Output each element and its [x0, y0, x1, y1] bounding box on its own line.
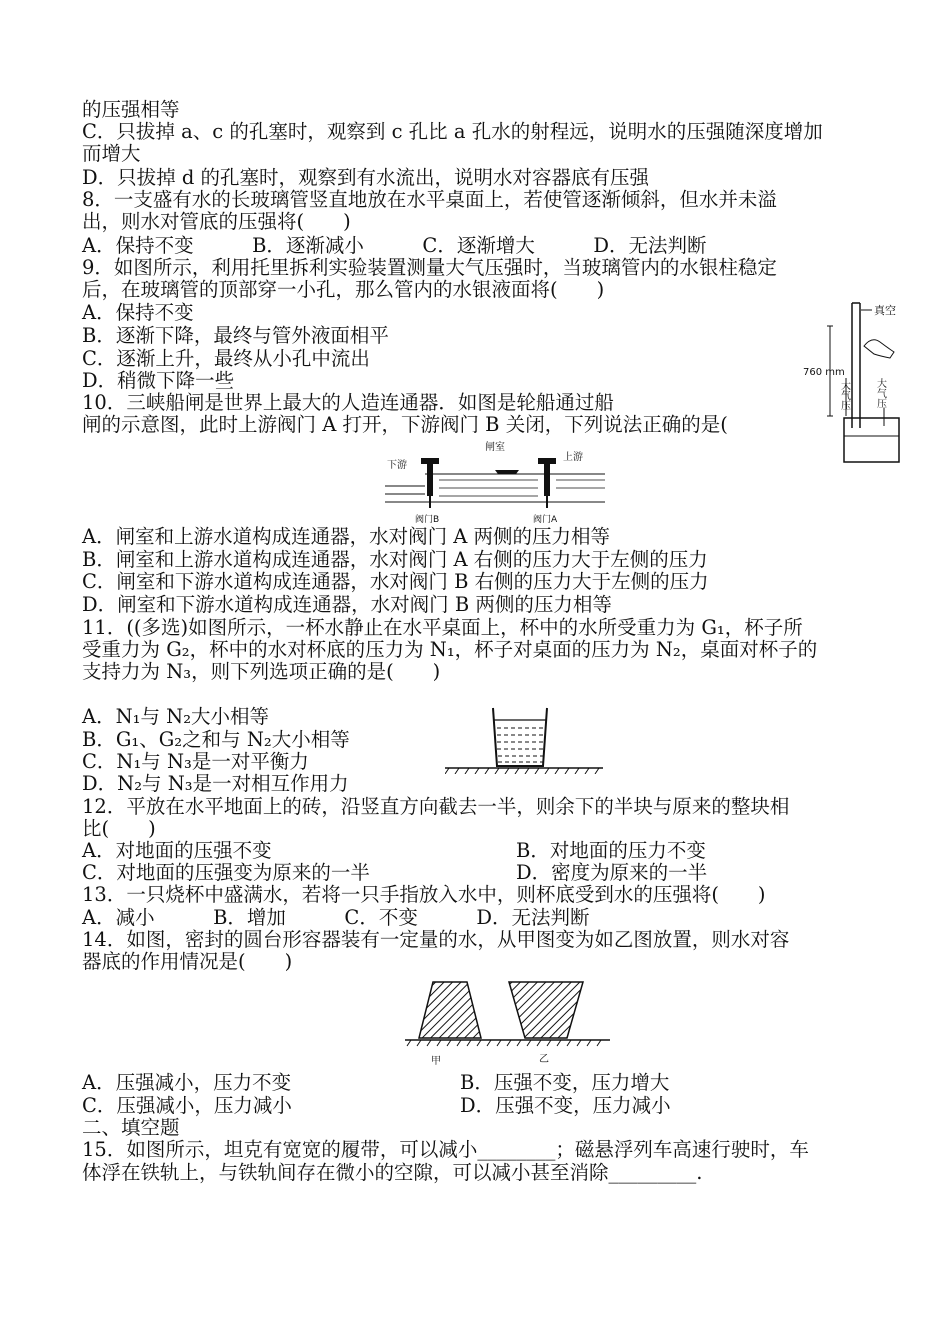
cup-figure: [445, 704, 605, 774]
q9-option-b: B．逐渐下降，最终与管外液面相平: [82, 324, 389, 347]
q12-stem: 12．平放在水平地面上的砖，沿竖直方向截去一半，则余下的半块与原来的整块相: [82, 795, 790, 818]
downstream-label: 下游: [387, 460, 407, 471]
q12-option-d: D．密度为原来的一半: [516, 861, 708, 884]
q14-option-d: D．压强不变，压力减小: [460, 1094, 671, 1117]
q14-option-c: C．压强减小，压力减小: [82, 1094, 292, 1117]
q10-option-a: A．闸室和上游水道构成连通器，水对阀门 A 两侧的压力相等: [82, 525, 611, 548]
finger-icon: [864, 340, 894, 358]
q8-stem: 出，则水对管底的压强将( ): [82, 210, 351, 233]
q9-option-c: C．逐渐上升，最终从小孔中流出: [82, 347, 370, 370]
q14-option-b: B．压强不变，压力增大: [460, 1071, 670, 1094]
jia-label: 甲: [431, 1056, 441, 1067]
yi-label: 乙: [539, 1054, 549, 1065]
q11-stem: 支持力为 N₃，则下列选项正确的是( ): [82, 660, 441, 683]
q15-stem: 体浮在铁轨上，与铁轨间存在微小的空隙，可以减小甚至消除_________.: [82, 1161, 703, 1184]
container-jia: [419, 982, 481, 1038]
torricelli-figure: [800, 298, 910, 468]
q8-options: A．保持不变 B．逐渐减小 C．逐渐增大 D．无法判断: [82, 234, 707, 257]
q12-option-c: C．对地面的压强变为原来的一半: [82, 861, 370, 884]
atm-label-right: 大气压: [874, 378, 886, 408]
q9-stem: 后，在玻璃管的顶部穿一小孔，那么管内的水银液面将( ): [82, 278, 605, 301]
text-line: C．只拔掉 a、c 的孔塞时，观察到 c 孔比 a 孔水的射程远，说明水的压强随深度增加: [82, 120, 823, 143]
text-line: 的压强相等: [82, 98, 180, 121]
valve-b-label: 阀门B: [415, 515, 440, 525]
q12-option-b: B．对地面的压力不变: [516, 839, 706, 862]
text-line: D．只拔掉 d 的孔塞时，观察到有水流出，说明水对容器底有压强: [82, 166, 650, 189]
q14-option-a: A．压强减小，压力不变: [82, 1071, 292, 1094]
q11-stem: 11．((多选)如图所示，一杯水静止在水平桌面上，杯中的水所受重力为 G₁，杯子所: [82, 616, 803, 639]
q11-option-a: A．N₁与 N₂大小相等: [82, 705, 270, 728]
section-heading: 二、填空题: [82, 1116, 180, 1139]
q11-option-b: B．G₁、G₂之和与 N₂大小相等: [82, 728, 350, 751]
q14-stem: 器底的作用情况是( ): [82, 950, 293, 973]
q10-option-d: D．闸室和下游水道构成连通器，水对阀门 B 两侧的压力相等: [82, 593, 612, 616]
q11-stem: 受重力为 G₂，杯中的水对杯底的压力为 N₁，杯子对桌面的压力为 N₂，桌面对杯子的: [82, 638, 818, 661]
q15-stem: 15．如图所示，坦克有宽宽的履带，可以减小________；磁悬浮列车高速行驶时，车: [82, 1138, 809, 1161]
q10-option-c: C．闸室和下游水道构成连通器，水对阀门 B 右侧的压力大于左侧的压力: [82, 570, 709, 593]
ship-lock-figure: [385, 438, 605, 528]
q10-stem: 闸的示意图，此时上游阀门 A 打开，下游阀门 B 关闭，下列说法正确的是(: [82, 413, 728, 436]
q14-stem: 14．如图，密封的圆台形容器装有一定量的水，从甲图变为如乙图放置，则水对容: [82, 928, 790, 951]
frustum-figure: [405, 978, 615, 1068]
ship-icon: [495, 470, 519, 474]
q11-option-d: D．N₂与 N₃是一对相互作用力: [82, 772, 349, 795]
chamber-label: 闸室: [485, 442, 505, 453]
q10-option-b: B．闸室和上游水道构成连通器，水对阀门 A 右侧的压力大于左侧的压力: [82, 548, 708, 571]
container-yi: [509, 982, 583, 1038]
atm-label-left: 大气压: [838, 380, 850, 410]
text-line: 而增大: [82, 142, 141, 165]
q9-option-d: D．稍微下降一些: [82, 369, 235, 392]
q11-option-c: C．N₁与 N₃是一对平衡力: [82, 750, 309, 773]
height-label: 760 mm: [803, 367, 845, 378]
q13-stem: 13．一只烧杯中盛满水，若将一只手指放入水中，则杯底受到水的压强将( ): [82, 883, 766, 906]
q9-stem: 9．如图所示，利用托里拆利实验装置测量大气压强时，当玻璃管内的水银柱稳定: [82, 256, 777, 279]
upstream-label: 上游: [563, 452, 583, 463]
q8-stem: 8．一支盛有水的长玻璃管竖直地放在水平桌面上，若使管逐渐倾斜，但水并未溢: [82, 188, 777, 211]
q13-options: A．减小 B．增加 C．不变 D．无法判断: [82, 906, 590, 929]
q12-stem: 比( ): [82, 817, 156, 840]
q12-option-a: A．对地面的压强不变: [82, 839, 272, 862]
q9-option-a: A．保持不变: [82, 301, 194, 324]
q10-stem: 10．三峡船闸是世界上最大的人造连通器．如图是轮船通过船: [82, 391, 614, 414]
valve-a-label: 阀门A: [533, 515, 558, 525]
vacuum-label: 真空: [874, 304, 896, 317]
